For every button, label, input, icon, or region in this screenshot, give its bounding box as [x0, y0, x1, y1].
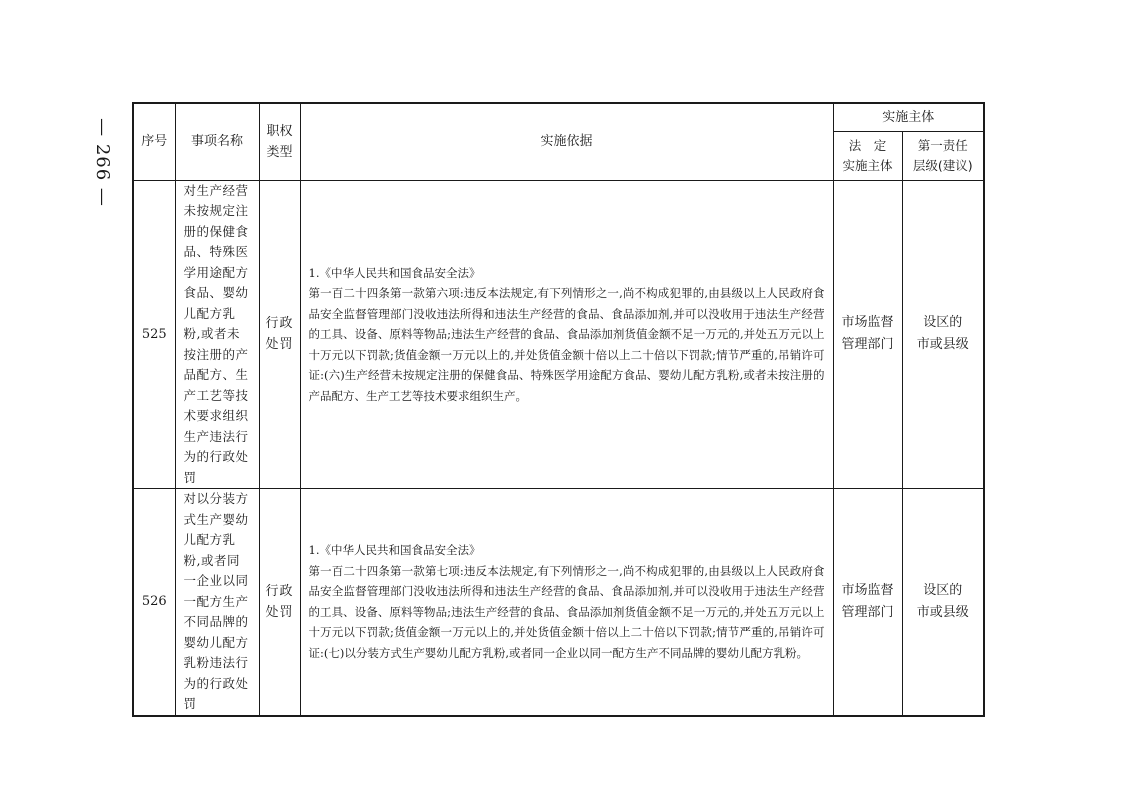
- header-level-line1: 第一责任: [917, 137, 968, 153]
- row-level-line2: 市或县级: [916, 604, 969, 620]
- header-level: [902, 131, 984, 180]
- row-basis: [300, 489, 833, 716]
- page-number-text: — 266 —: [91, 117, 113, 207]
- row-basis-text: 第一百二十四条第一款第六项:违反本法规定,有下列情形之一,尚不构成犯罪的,由县级以上人民政府食品安全监督管理部门没收违法所得和违法生产经营的食品、食品添加剂,并可以没收用于违法生产经营的工具、设备、原料等物品;违法生产经营的食品、食品添加剂货值金额不足一万元的,并处五万元以上十万元以下罚款;货值金额一万元以上的,并处货值金额十倍以上二十倍以下罚款;情节严重的,吊销许可证:(六)生产经营未按规定注册的保健食品、特殊医学用途配方食品、婴幼儿配方乳粉,或者未按注册的产品配方、生产工艺等技术要求组织生产。: [308, 286, 825, 403]
- row-type-line1: 行政: [265, 316, 294, 332]
- header-level-line2: 层级(建议): [912, 157, 973, 173]
- row-level-line2: 市或县级: [916, 337, 969, 353]
- header-seq: 序号: [133, 103, 175, 180]
- row-legal-subject-line2: 管理部门: [841, 337, 894, 353]
- page-number: [84, 112, 120, 212]
- row-legal-subject: [833, 489, 902, 716]
- row-legal-subject-line2: 管理部门: [841, 604, 894, 620]
- row-item-name: 对生产经营未按规定注册的保健食品、特殊医学用途配方食品、婴幼儿配方乳粉,或者未按注册的产品配方、生产工艺等技术要求组织生产违法行为的行政处罚: [175, 180, 259, 489]
- row-legal-subject-line1: 市场监督: [841, 582, 894, 598]
- header-subject: 实施主体: [833, 103, 984, 131]
- header-legal-subject: [833, 131, 902, 180]
- row-legal-subject: [833, 180, 902, 489]
- row-basis: [300, 180, 833, 489]
- row-type: [259, 180, 300, 489]
- row-seq: 526: [133, 489, 175, 716]
- header-name: 事项名称: [175, 103, 259, 180]
- row-level: [902, 489, 984, 716]
- row-type-line2: 处罚: [265, 604, 294, 620]
- header-basis: 实施依据: [300, 103, 833, 180]
- row-basis-text: 第一百二十四条第一款第七项:违反本法规定,有下列情形之一,尚不构成犯罪的,由县级以上人民政府食品安全监督管理部门没收违法所得和违法生产经营的食品、食品添加剂,并可以没收用于违法生产经营的工具、设备、原料等物品;违法生产经营的食品、食品添加剂货值金额不足一万元的,并处五万元以上十万元以下罚款;货值金额一万元以上的,并处货值金额十倍以上二十倍以下罚款;情节严重的,吊销许可证:(七)以分装方式生产婴幼儿配方乳粉,或者同一企业以同一配方生产不同品牌的婴幼儿配方乳粉。: [308, 563, 825, 660]
- enforcement-items-table: [132, 102, 985, 717]
- row-seq: 525: [133, 180, 175, 489]
- header-legal-subject-line1: 法 定: [848, 137, 887, 153]
- row-type-line2: 处罚: [265, 337, 294, 353]
- row-basis-title: 1.《中华人民共和国食品安全法》: [308, 543, 481, 558]
- row-item-name: 对以分装方式生产婴幼儿配方乳粉,或者同一企业以同一配方生产不同品牌的婴幼儿配方乳粉违法行为的行政处罚: [175, 489, 259, 716]
- header-type: [259, 103, 300, 180]
- row-level-line1: 设区的: [923, 315, 963, 331]
- row-type-line1: 行政: [265, 583, 294, 599]
- row-level-line1: 设区的: [923, 582, 963, 598]
- row-type: [259, 489, 300, 716]
- table-row: [133, 180, 984, 489]
- row-level: [902, 180, 984, 489]
- row-basis-title: 1.《中华人民共和国食品安全法》: [308, 265, 481, 280]
- header-type-line1: 职权: [266, 123, 293, 139]
- table-row: [133, 489, 984, 716]
- header-type-line2: 类型: [266, 144, 293, 160]
- row-legal-subject-line1: 市场监督: [841, 315, 894, 331]
- header-legal-subject-line2: 实施主体: [842, 157, 893, 173]
